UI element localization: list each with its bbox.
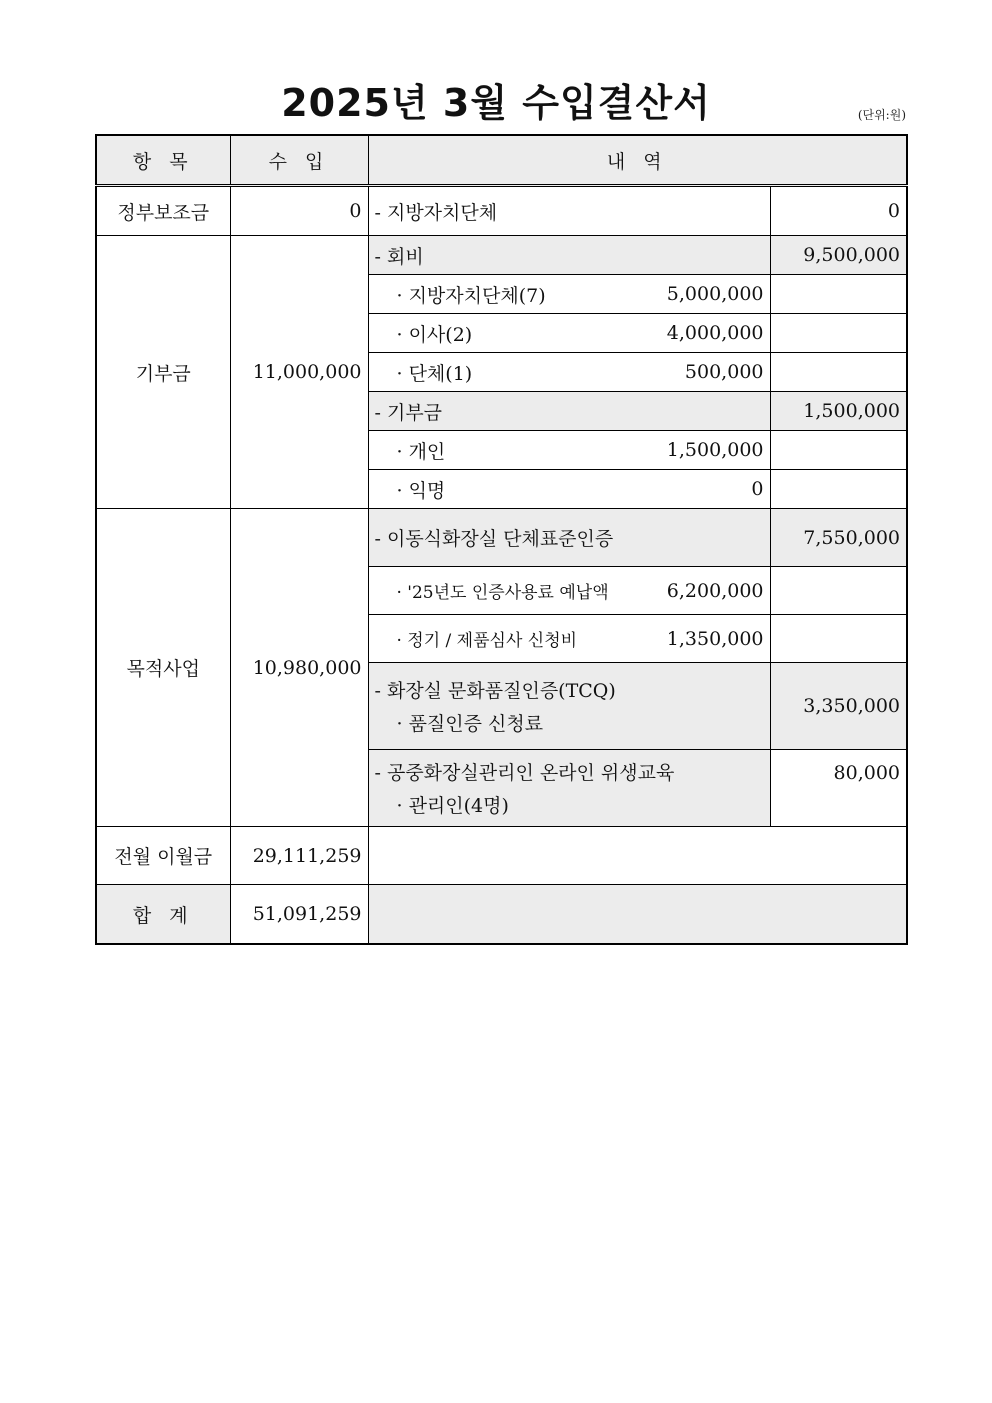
item-name: · 지방자치단체(7): [396, 284, 546, 307]
unit-note: (단위:원): [857, 108, 906, 122]
project-label: 목적사업: [96, 509, 230, 827]
item-name: · 익명: [396, 479, 446, 502]
gov-amount: 0: [230, 186, 368, 236]
membership-label: - 회비: [368, 236, 770, 275]
header-income: 수 입: [230, 135, 368, 186]
membership-row: [96, 236, 907, 275]
carry-row: [96, 827, 907, 885]
item-value: 4,000,000: [666, 322, 764, 344]
gov-desc: - 지방자치단체: [368, 186, 770, 236]
tcq-line1: - 화장실 문화품질인증(TCQ): [374, 680, 616, 702]
total-amount: 51,091,259: [230, 885, 368, 945]
item-value: 6,200,000: [666, 579, 764, 602]
gift-total: 1,500,000: [770, 392, 907, 431]
gov-row: [96, 186, 907, 236]
item-value: 5,000,000: [666, 283, 764, 305]
tcq-line2: · 품질인증 신청료: [396, 713, 544, 735]
header-detail: 내 역: [368, 135, 907, 186]
item-name: · 개인: [396, 440, 446, 463]
header-item: 항 목: [96, 135, 230, 186]
tcq-total: 3,350,000: [770, 663, 907, 750]
item-value: 1,500,000: [666, 439, 764, 461]
item-name: · 단체(1): [396, 362, 473, 385]
cert-label: - 이동식화장실 단체표준인증: [368, 509, 770, 567]
total-row: [96, 885, 907, 945]
project-amount: 10,980,000: [230, 509, 368, 827]
document-title: 2025년 3월 수입결산서: [281, 81, 711, 125]
item-value: 500,000: [684, 361, 764, 383]
item-value: 0: [751, 478, 764, 500]
edu-line2: · 관리인(4명): [396, 795, 509, 817]
gov-label: 정부보조금: [96, 186, 230, 236]
settlement-table: [95, 134, 908, 945]
carry-amount: 29,111,259: [230, 827, 368, 885]
carry-label: 전월 이월금: [96, 827, 230, 885]
item-name: · 이사(2): [396, 323, 473, 346]
header-row: [96, 135, 907, 186]
edu-total: 80,000: [770, 750, 907, 827]
gov-subtotal: 0: [770, 186, 907, 236]
membership-total: 9,500,000: [770, 236, 907, 275]
cert-row: [96, 509, 907, 567]
item-name: · 정기 / 제품심사 신청비: [396, 631, 578, 651]
donation-amount: 11,000,000: [230, 236, 368, 509]
item-name: · '25년도 인증사용료 예납액: [396, 583, 609, 603]
cert-total: 7,550,000: [770, 509, 907, 567]
total-label: 합 계: [96, 885, 230, 945]
item-value: 1,350,000: [666, 627, 764, 650]
donation-label: 기부금: [96, 236, 230, 509]
gift-label: - 기부금: [368, 392, 770, 431]
edu-line1: - 공중화장실관리인 온라인 위생교육: [374, 762, 675, 784]
